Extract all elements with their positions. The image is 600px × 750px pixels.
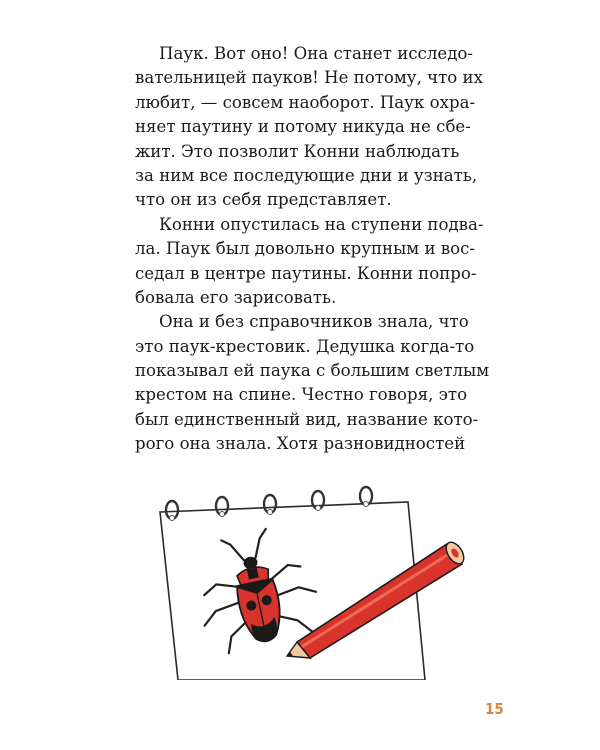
text-line: любит, — совсем наоборот. Паук охра-	[135, 92, 476, 112]
text-line: за ним все последующие дни и узнать,	[135, 165, 478, 185]
text-line: ла. Паук был довольно крупным и вос-	[135, 239, 476, 259]
text-line: седал в центре паутины. Конни попро-	[135, 263, 477, 283]
text-line: вательницей пауков! Не потому, что их	[135, 68, 483, 88]
text-line: что он из себя представляет.	[135, 190, 392, 210]
text-line: Паук. Вот оно! Она станет исследо-	[159, 44, 474, 63]
text-line: крестом на спине. Честно говоря, это	[135, 385, 468, 405]
body-text	[135, 42, 490, 457]
text-line: это паук-крестовик. Дедушка когда-то	[135, 336, 475, 356]
text-line: показывал ей паука с большим светлым	[135, 361, 490, 381]
illustration	[150, 480, 480, 680]
text-line: жит. Это позволит Конни наблюдать	[135, 141, 460, 161]
text-line: был единственный вид, название кото-	[135, 409, 479, 429]
page-number: 15	[485, 700, 504, 718]
text-line: Конни опустилась на ступени подва-	[159, 214, 484, 234]
text-line: Она и без справочников знала, что	[159, 312, 469, 332]
text-line: бовала его зарисовать.	[135, 287, 337, 307]
text-line: рого она знала. Хотя разновидностей	[135, 434, 466, 454]
text-line: няет паутину и потому никуда не сбе-	[135, 117, 471, 137]
